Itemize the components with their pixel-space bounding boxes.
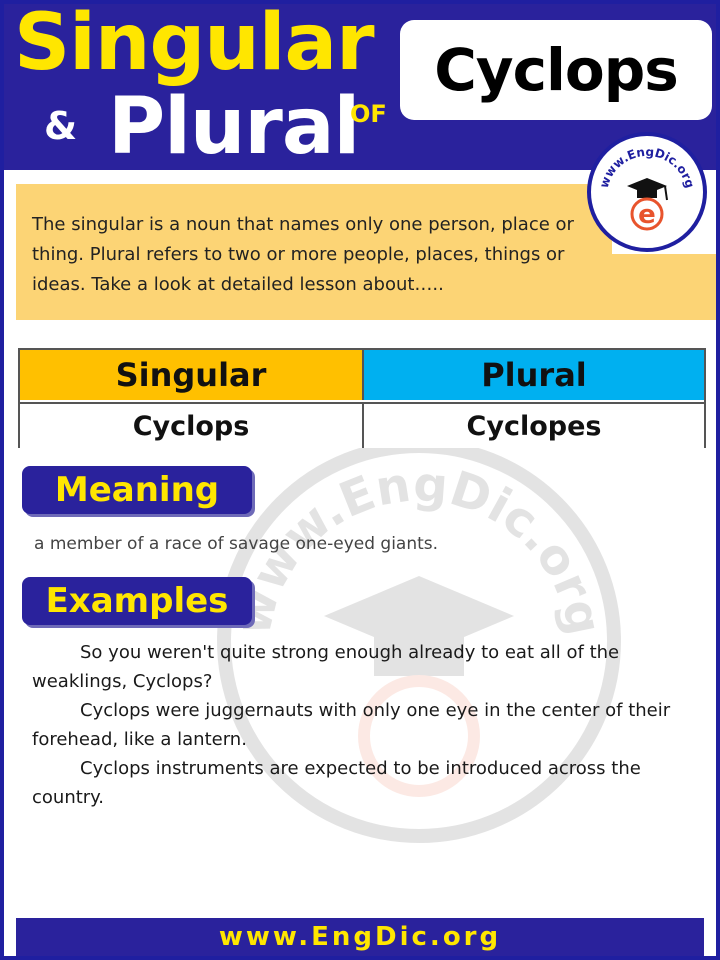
graduation-cap-icon xyxy=(627,178,667,200)
intro-box xyxy=(16,184,612,320)
intro-text: The singular is a noun that names only one person, place or thing. Plural refers to two or more people, places, things or ideas. Take a look at detailed lesson about….. xyxy=(32,214,574,295)
meaning-label-text: Meaning xyxy=(54,470,220,510)
watermark-text: www.EngDic.org xyxy=(225,456,613,640)
word-box xyxy=(400,20,712,120)
title-ampersand: & xyxy=(44,104,78,148)
singular-plural-table xyxy=(18,348,706,448)
plural-value: Cyclopes xyxy=(364,402,704,448)
example-text: Cyclops were juggernauts with only one eye in the center of their forehead, like a lantern. xyxy=(32,700,671,750)
singular-header: Singular xyxy=(20,350,364,400)
example-item xyxy=(32,638,692,696)
examples-label xyxy=(22,577,252,625)
engdic-logo xyxy=(587,132,707,252)
example-text: Cyclops instruments are expected to be introduced across the country. xyxy=(32,758,641,808)
logo-text: www.EngDic.org xyxy=(596,144,698,190)
footer-banner xyxy=(16,918,704,956)
example-text: So you weren't quite strong enough already to eat all of the weaklings, Cyclops? xyxy=(32,642,620,692)
title-of: OF xyxy=(350,100,387,128)
title-singular: Singular xyxy=(14,0,374,88)
meaning-label xyxy=(22,466,252,514)
plural-header: Plural xyxy=(364,350,704,400)
title-plural: Plural xyxy=(108,82,360,172)
examples-list xyxy=(32,638,692,812)
meaning-text: a member of a race of savage one-eyed giants. xyxy=(34,534,439,554)
examples-label-text: Examples xyxy=(45,581,229,621)
example-item xyxy=(32,754,692,812)
intro-box-extension xyxy=(600,254,716,320)
logo-graphic xyxy=(591,136,703,248)
word-title: Cyclops xyxy=(434,36,678,104)
example-item xyxy=(32,696,692,754)
singular-value: Cyclops xyxy=(20,402,364,448)
footer-url[interactable]: www.EngDic.org xyxy=(218,922,502,952)
logo-letter: e xyxy=(638,200,656,230)
